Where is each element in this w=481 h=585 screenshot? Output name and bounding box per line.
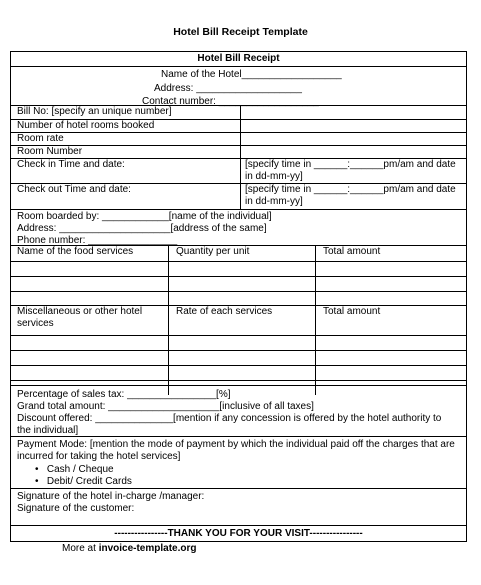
table-cell <box>168 366 315 380</box>
thank-you-section <box>11 525 466 542</box>
table-row <box>11 291 466 305</box>
column-header: Total amount <box>315 306 466 335</box>
table-row <box>11 119 466 132</box>
customer-signature-line: Signature of the customer: <box>17 503 135 514</box>
payment-section <box>11 436 466 490</box>
guest-info <box>11 209 466 248</box>
table-header-row <box>11 305 466 335</box>
table-row <box>11 105 466 119</box>
column-header: Name of the food services <box>17 246 134 257</box>
table-cell <box>11 336 168 350</box>
table-cell <box>11 351 168 365</box>
hotel-name-line: Name of the Hotel__________________ <box>161 69 342 80</box>
table-row <box>11 132 466 145</box>
hotel-info <box>11 66 466 107</box>
sales-tax-line: Percentage of sales tax: ________________[%] <box>17 389 231 400</box>
row-value <box>240 106 466 119</box>
bullet-icon: • <box>35 476 39 487</box>
table-row <box>11 335 466 350</box>
row-value: [specify time in ______:______pm/am and date in dd-mm-yy] <box>240 159 466 183</box>
table-cell <box>11 262 168 276</box>
payment-option <box>35 464 114 476</box>
table-cell <box>315 277 466 291</box>
phone-number-line: Phone number: ________________ <box>17 235 178 246</box>
table-row <box>11 158 466 183</box>
page-title: Hotel Bill Receipt Template <box>173 26 308 38</box>
row-label: Check in Time and date: <box>17 159 125 170</box>
payment-option-label: Cash / Cheque <box>46 464 114 475</box>
receipt-heading: Hotel Bill Receipt <box>197 53 280 64</box>
table-cell <box>168 336 315 350</box>
guest-address-line: Address: ____________________[address of the same] <box>17 223 267 234</box>
room-boarded-line: Room boarded by: ____________[name of the individual] <box>17 211 272 222</box>
discount-line: Discount offered: ______________[mention if any concession is offered by the hotel authority to the individual] <box>17 413 442 436</box>
row-label: Room Number <box>17 146 83 157</box>
table-cell <box>168 262 315 276</box>
table-cell <box>315 292 466 305</box>
table-cell <box>11 366 168 380</box>
bullet-icon: • <box>35 464 39 475</box>
signature-section <box>11 488 466 527</box>
receipt-header <box>11 53 466 66</box>
table-cell <box>11 277 168 291</box>
table-cell <box>168 292 315 305</box>
table-cell <box>315 366 466 380</box>
table-row <box>11 365 466 380</box>
row-label: Check out Time and date: <box>17 184 131 195</box>
payment-option <box>35 476 132 488</box>
table-cell <box>168 351 315 365</box>
column-header: Total amount <box>315 246 466 261</box>
row-label: Room rate <box>17 133 64 144</box>
table-row <box>11 261 466 276</box>
table-cell <box>315 351 466 365</box>
table-row <box>11 276 466 291</box>
table-row <box>11 350 466 365</box>
payment-option-label: Debit/ Credit Cards <box>46 476 132 487</box>
row-value <box>240 146 466 158</box>
grand-total-line: Grand total amount: ____________________[inclusive of all taxes] <box>17 401 314 412</box>
manager-signature-line: Signature of the hotel in-charge /manager: <box>17 491 205 502</box>
column-header: Miscellaneous or other hotel services <box>17 306 143 329</box>
table-row <box>11 145 466 158</box>
column-header: Rate of each services <box>168 306 315 335</box>
row-value <box>240 120 466 132</box>
table-cell <box>315 336 466 350</box>
payment-mode-text: Payment Mode: [mention the mode of payment by which the individual paid off the charges that are incurred for taking the hotel services] <box>17 439 455 462</box>
row-label: Bill No: [specify an unique number] <box>17 106 172 117</box>
table-cell <box>315 262 466 276</box>
footer-prefix: More at <box>62 543 99 554</box>
hotel-contact-line: Contact number: __________________ <box>142 96 319 107</box>
footer-site-link[interactable]: invoice-template.org <box>98 543 197 554</box>
thank-you-text: ----------------THANK YOU FOR YOUR VISIT---------------- <box>114 528 363 539</box>
row-value: [specify time in ______:______pm/am and date in dd-mm-yy] <box>240 184 466 209</box>
table-header-row <box>11 245 466 261</box>
receipt-frame <box>10 51 467 542</box>
footer-credit <box>62 543 197 555</box>
totals-section <box>11 385 466 438</box>
table-cell <box>11 292 168 305</box>
table-row <box>11 183 466 209</box>
table-cell <box>168 277 315 291</box>
row-value <box>240 133 466 145</box>
column-header: Quantity per unit <box>168 246 315 261</box>
hotel-address-line: Address: ___________________ <box>154 83 302 94</box>
row-label: Number of hotel rooms booked <box>17 120 155 131</box>
